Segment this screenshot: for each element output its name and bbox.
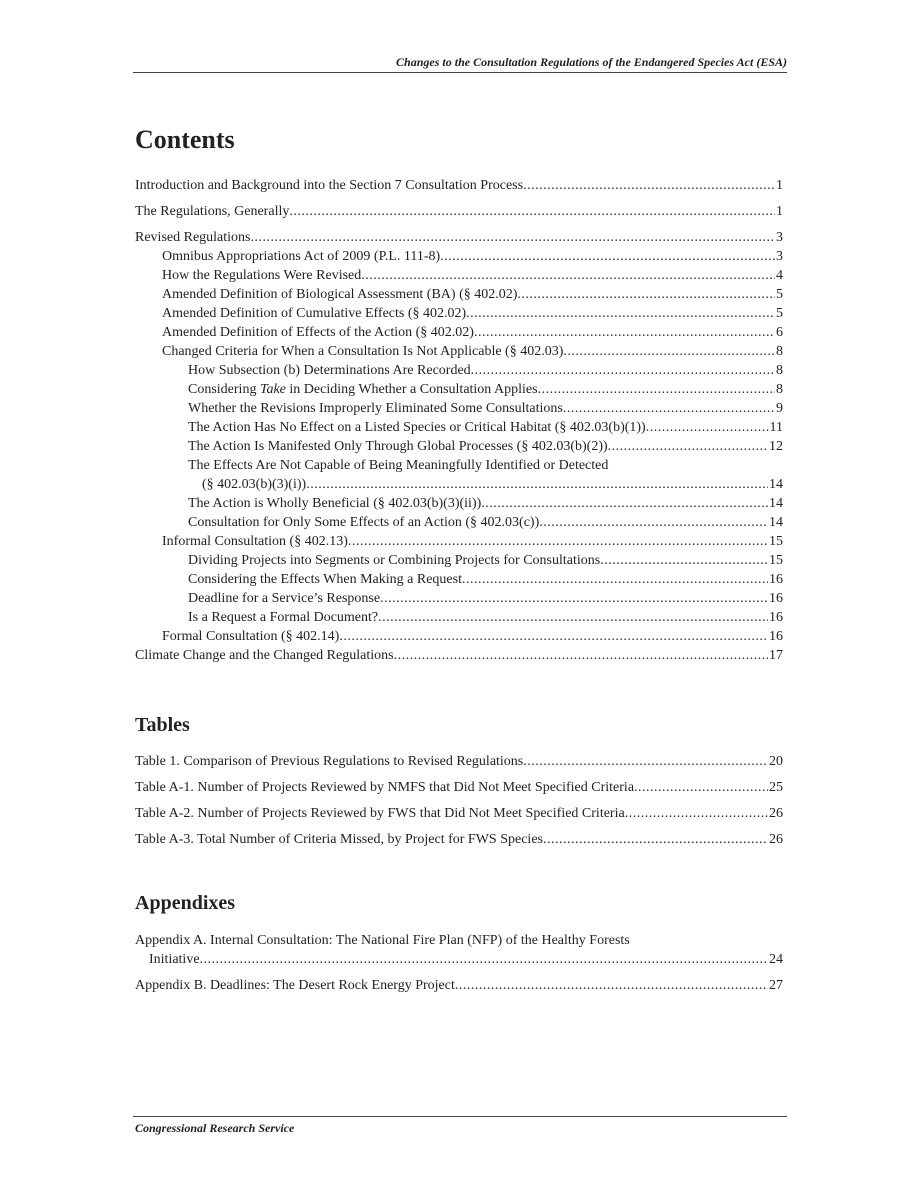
toc-entry[interactable]: Revised Regulations ..... 3 [135, 228, 783, 247]
contents-heading: Contents [135, 125, 235, 154]
toc-entry[interactable]: Informal Consultation (§ 402.13) ..... 15 [135, 532, 783, 551]
toc-entry[interactable]: Amended Definition of Biological Assessment (BA) (§ 402.02) ..... 5 [135, 285, 783, 304]
appendixes-heading: Appendixes [135, 892, 236, 914]
toc-entry[interactable]: Introduction and Background into the Section 7 Consultation Process ..... 1 [135, 176, 783, 195]
footer-divider [133, 1116, 787, 1117]
running-header: Changes to the Consultation Regulations of the Endangered Species Act (ESA) [396, 55, 787, 69]
toc-entry[interactable]: The Action Is Manifested Only Through Global Processes (§ 402.03(b)(2)) ..... 12 [135, 437, 783, 456]
toc-entry[interactable]: Is a Request a Formal Document? ..... 16 [135, 608, 783, 627]
table-entry[interactable]: Table A-1. Number of Projects Reviewed by NMFS that Did Not Meet Specified Criteria ..... 25 [135, 778, 783, 797]
toc-entry[interactable]: Omnibus Appropriations Act of 2009 (P.L. 111-8) ..... 3 [135, 247, 783, 266]
toc-entry[interactable]: The Action Has No Effect on a Listed Species or Critical Habitat (§ 402.03(b)(1)) ..... 11 [135, 418, 783, 437]
table-entry[interactable]: Table 1. Comparison of Previous Regulations to Revised Regulations ..... 20 [135, 752, 783, 771]
table-entry[interactable]: Table A-3. Total Number of Criteria Missed, by Project for FWS Species ..... 26 [135, 830, 783, 849]
toc-entry[interactable]: Formal Consultation (§ 402.14) ..... 16 [135, 627, 783, 646]
toc-entry[interactable]: Consultation for Only Some Effects of an Action (§ 402.03(c)) ..... 14 [135, 513, 783, 532]
appendix-entry[interactable]: Appendix A. Internal Consultation: The National Fire Plan (NFP) of the Healthy Forests Initiative ..... 24 [135, 931, 783, 969]
toc-entry[interactable]: The Regulations, Generally ..... 1 [135, 202, 783, 221]
toc-entry[interactable]: Climate Change and the Changed Regulations ..... 17 [135, 646, 783, 665]
appendix-entry[interactable]: Appendix B. Deadlines: The Desert Rock Energy Project ..... 27 [135, 976, 783, 995]
toc-entry[interactable]: Amended Definition of Effects of the Action (§ 402.02) ..... 6 [135, 323, 783, 342]
toc-entry[interactable]: Whether the Revisions Improperly Eliminated Some Consultations ..... 9 [135, 399, 783, 418]
toc-entry[interactable]: The Effects Are Not Capable of Being Meaningfully Identified or Detected (§ 402.03(b)(3)(i)) ..... 14 [135, 456, 783, 494]
header-divider [133, 72, 787, 73]
toc-entry[interactable]: Dividing Projects into Segments or Combining Projects for Consultations ..... 15 [135, 551, 783, 570]
toc-entry[interactable]: The Action is Wholly Beneficial (§ 402.03(b)(3)(ii)) ..... 14 [135, 494, 783, 513]
toc-entry[interactable]: Considering Take in Deciding Whether a Consultation Applies ..... 8 [135, 380, 783, 399]
toc-entry[interactable]: Considering the Effects When Making a Request ..... 16 [135, 570, 783, 589]
tables-list [135, 752, 783, 849]
appendixes-list [135, 931, 783, 995]
toc-entry[interactable]: How Subsection (b) Determinations Are Recorded ..... 8 [135, 361, 783, 380]
table-entry[interactable]: Table A-2. Number of Projects Reviewed by FWS that Did Not Meet Specified Criteria ..... 26 [135, 804, 783, 823]
toc-entry[interactable]: Deadline for a Service’s Response ..... 16 [135, 589, 783, 608]
toc-entry[interactable]: Amended Definition of Cumulative Effects (§ 402.02) ..... 5 [135, 304, 783, 323]
tables-heading: Tables [135, 714, 190, 736]
footer-publisher: Congressional Research Service [135, 1121, 295, 1135]
toc-entry[interactable]: How the Regulations Were Revised ..... 4 [135, 266, 783, 285]
contents-list [135, 176, 783, 665]
toc-entry[interactable]: Changed Criteria for When a Consultation Is Not Applicable (§ 402.03) ..... 8 [135, 342, 783, 361]
